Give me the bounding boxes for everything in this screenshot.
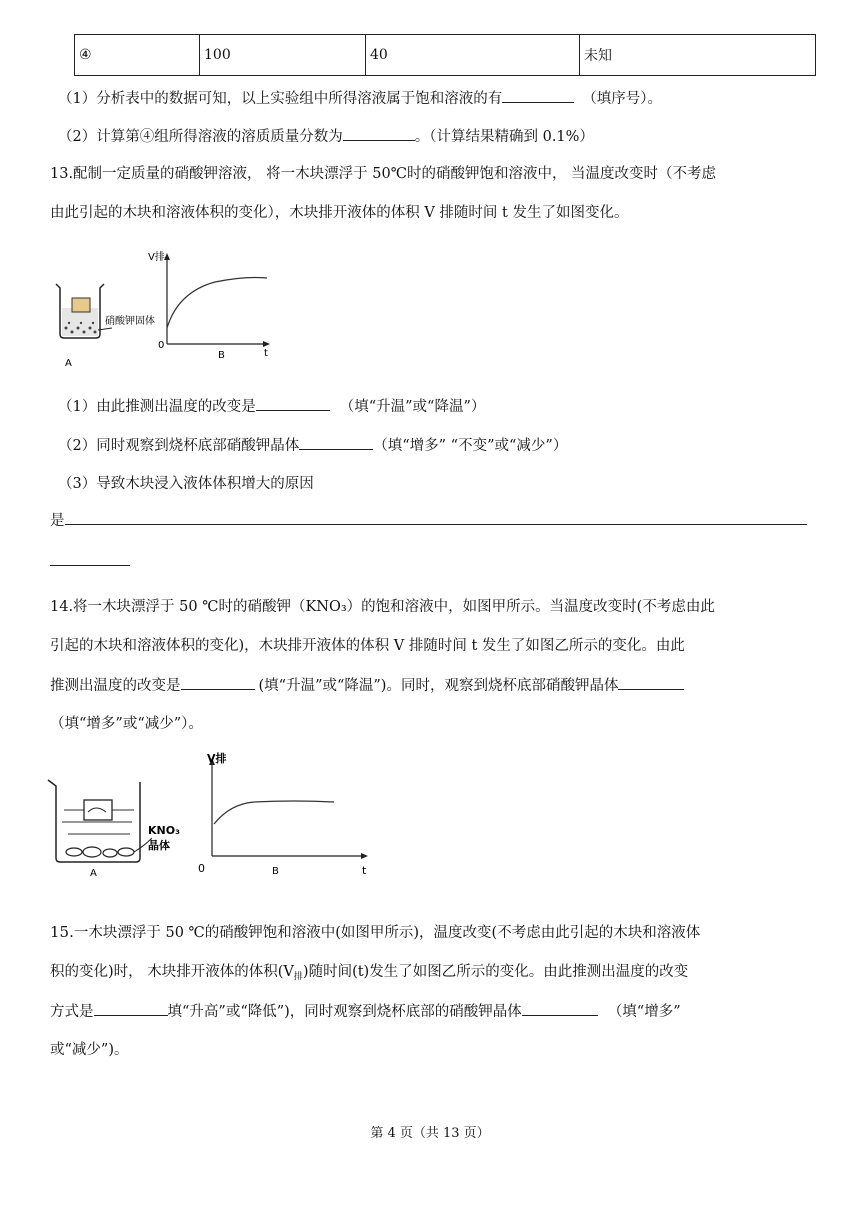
beaker-a (56, 284, 155, 369)
q15-stem-line1 (50, 922, 700, 943)
q12-sub2-hint: 。（计算结果精确到 0.1%） (414, 129, 594, 145)
q12-sub1-text: （1）分析表中的数据可知，以上实验组中所得溶液属于饱和溶液的有 (58, 91, 503, 107)
q13-sub1-text: （1）由此推测出温度的改变是 (58, 399, 256, 415)
q15-line2-text: 积的变化)时， 木块排开液体的体积(V (50, 964, 294, 980)
q13-sub3-answer (50, 510, 807, 531)
answer-blank[interactable] (502, 88, 574, 103)
q15-line1-text: 一木块漂浮于 50 ℃的硝酸钾饱和溶液中(如图甲所示)，温度改变(不考虑由此引起的木块和溶液体 (73, 925, 701, 941)
q13-sub2-text: （2）同时观察到烧杯底部硝酸钾晶体 (58, 438, 300, 454)
y-axis-label: V排 (148, 252, 165, 263)
origin-label: 0 (198, 862, 205, 875)
table-cell: 40 (366, 35, 580, 76)
q13-sub1 (58, 396, 485, 417)
q13-sub1-hint: （填“升温”或“降温”） (339, 399, 486, 415)
page-footer: 第 4 页（共 13 页） (370, 1126, 490, 1141)
q13-stem-line2: 由此引起的木块和溶液体积的变化），木块排开液体的体积 V 排随时间 t 发生了如图变化。 (50, 205, 629, 221)
graph-label: B (272, 866, 279, 877)
q14-stem-line2: 引起的木块和溶液体积的变化)，木块排开液体的体积 V 排随时间 t 发生了如图乙所示的变化。由此 (50, 638, 685, 654)
answer-blank[interactable] (343, 126, 415, 141)
answer-blank[interactable] (181, 675, 255, 690)
q12-sub1-hint: （填序号）。 (582, 91, 662, 107)
q15-line2-text-b: )随时间(t)发生了如图乙所示的变化。由此推测出温度的改变 (302, 964, 689, 980)
q13-sub2-hint: （填“增多” “不变”或“减少”） (373, 438, 568, 454)
beaker-a (48, 780, 180, 879)
q15-stem-line3 (50, 1001, 681, 1022)
answer-blank[interactable] (299, 435, 373, 450)
q14-figure (44, 752, 374, 884)
table-cell: 100 (200, 35, 366, 76)
x-axis-label: t (264, 348, 268, 359)
q13-sub3-prefix: 是 (50, 513, 65, 529)
q13-stem-line1: 13.配制一定质量的硝酸钾溶液， 将一木块漂浮于 50℃时的硝酸钾饱和溶液中， 当温度改变时（不考虑 (50, 166, 717, 182)
crystal-label: 硝酸钾固体 (105, 316, 155, 327)
q15-line3-text: 方式是 (50, 1004, 94, 1020)
answer-blank-continuation[interactable] (50, 565, 130, 566)
q12-sub2-text: （2）计算第④组所得溶液的溶质质量分数为 (58, 129, 343, 145)
q15-subscript: 排 (293, 972, 303, 982)
q12-sub1 (58, 88, 662, 109)
answer-blank[interactable] (94, 1001, 168, 1016)
graph-label: B (218, 350, 225, 361)
q14-stem-line4: （填“增多”或“减少”）。 (50, 716, 203, 732)
q14-stem-line1: 14.将一木块漂浮于 50 ℃时的硝酸钾（KNO₃）的饱和溶液中，如图甲所示。当温度改变时(不考虑由此 (50, 599, 715, 615)
q14-stem-line3 (50, 675, 684, 696)
origin-label: 0 (158, 340, 165, 351)
table-cell: 未知 (580, 35, 816, 76)
q15-stem-line2 (50, 962, 688, 987)
q13-figure (50, 248, 280, 370)
graph-b (148, 250, 270, 361)
crystal-label-formula: KNO₃ (148, 824, 180, 837)
table-cell: ④ (75, 35, 200, 76)
answer-blank[interactable] (256, 396, 330, 411)
q13-sub2 (58, 435, 567, 456)
q13-sub3: （3）导致木块浸入液体体积增大的原因 (58, 476, 314, 492)
beaker-label: A (65, 358, 72, 369)
table-row (75, 35, 816, 76)
q15-number: 15. (50, 923, 74, 941)
q15-stem-line4: 或“减少”)。 (50, 1042, 129, 1058)
q15-line3-hint: 填“升高”或“降低”)，同时观察到烧杯底部的硝酸钾晶体 (167, 1004, 522, 1020)
q14-line3-hint: (填“升温”或“降温”)。同时，观察到烧杯底部硝酸钾晶体 (258, 678, 619, 694)
answer-blank[interactable] (618, 675, 684, 690)
answer-blank[interactable] (65, 510, 807, 525)
q15-line3-hint-b: （填“增多” (607, 1004, 681, 1020)
graph-b (198, 752, 368, 877)
data-table (74, 34, 816, 76)
x-axis-label: t (362, 864, 367, 877)
crystal-label-text: 晶体 (148, 839, 170, 852)
q14-line3-text: 推测出温度的改变是 (50, 678, 181, 694)
q12-sub2 (58, 126, 594, 147)
beaker-label: A (90, 868, 97, 879)
answer-blank[interactable] (522, 1001, 598, 1016)
y-axis-label: V排 (207, 752, 227, 765)
